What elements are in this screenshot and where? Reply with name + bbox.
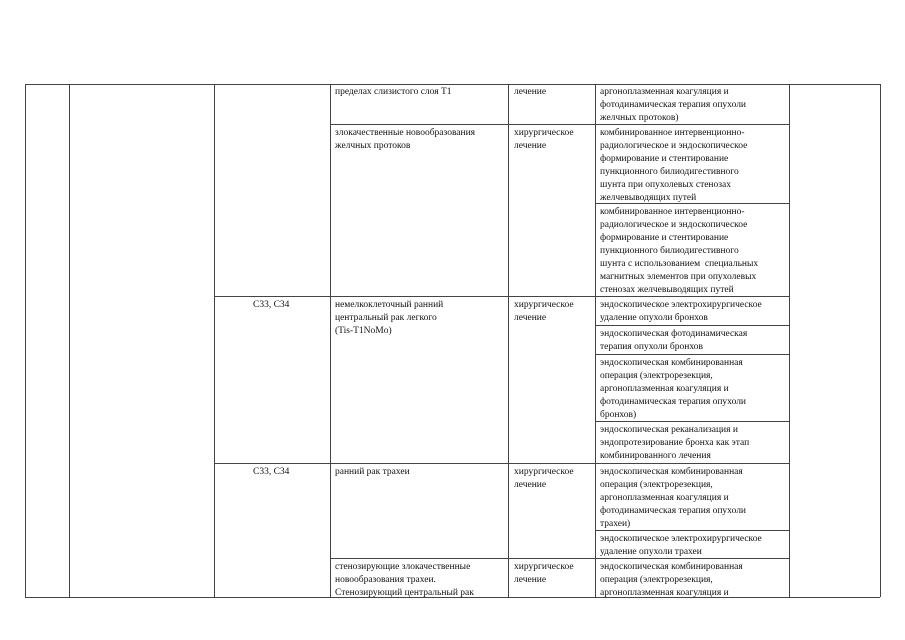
code-cell: C33, C34 [253, 300, 290, 310]
col-rule-6 [595, 84, 596, 597]
treatment-cell: хирургическое лечение [514, 300, 574, 323]
method-cell: комбинированное интервенционно- радиологическое и эндоскопическое формирование и стентирование пункционного билиодигестивного шунта при опухолевых стенозах желчевыводящих путей [600, 128, 748, 203]
code-group-rule [214, 463, 789, 464]
col-rule-8 [880, 84, 881, 597]
diagnosis-cell: ранний рак трахеи [335, 467, 410, 477]
code-cell: C33, C34 [253, 467, 290, 477]
method-cell: эндоскопическая комбинированная операция (электрорезекция, аргоноплазменная коагуляция и фотодинамическая терапия опухоли бронхов) [600, 358, 747, 420]
method-cell: эндоскопическая фотодинамическая терапия опухоли бронхов [600, 329, 748, 352]
method-cell: эндоскопическая комбинированная операция (электрорезекция, аргоноплазменная коагуляция и [600, 562, 743, 598]
col-rule-3 [214, 84, 215, 597]
diagnosis-cell: пределах слизистого слоя T1 [335, 87, 452, 97]
method-cell: эндоскопическая комбинированная операция (электрорезекция, аргоноплазменная коагуляция и фотодинамическая терапия опухоли трахеи) [600, 467, 747, 529]
col-rule-4 [330, 84, 331, 597]
method-cell: эндоскопическое электрохирургическое удаление опухоли бронхов [600, 300, 762, 323]
method-cell: комбинированное интервенционно- радиологическое и эндоскопическое формирование и стентирование пункционного билиодигестивного шунта с использованием специальных магнитных элементов при опухолевых стенозах желчевыводящих путей [600, 207, 759, 295]
method-cell: эндоскопическое электрохирургическое удаление опухоли трахеи [600, 534, 762, 557]
diagnosis-cell: злокачественные новообразования желчных протоков [335, 128, 476, 151]
col-rule-2 [69, 84, 70, 597]
treatment-cell: хирургическое лечение [514, 128, 574, 151]
col-rule-5 [508, 84, 509, 597]
col-rule-1 [25, 84, 26, 597]
method-rule [595, 325, 789, 326]
treatment-cell: лечение [514, 87, 547, 97]
treatment-cell: хирургическое лечение [514, 467, 574, 490]
diagnosis-cell: немелкоклеточный ранний центральный рак легкого (Tis-T1NoMo) [335, 300, 444, 336]
method-cell: аргоноплазменная коагуляция и фотодинамическая терапия опухоли желчных протоков) [600, 87, 747, 123]
col-rule-7 [789, 84, 790, 597]
method-cell: эндоскопическая реканализация и эндопротезирование бронха как этап комбинированного лечения [600, 425, 750, 461]
treatment-cell: хирургическое лечение [514, 562, 574, 585]
table-top-border [25, 84, 880, 85]
diagnosis-cell: стенозирующие злокачественные новообразования трахеи. Стенозирующий центральный рак [335, 562, 474, 598]
method-rule [595, 354, 789, 355]
